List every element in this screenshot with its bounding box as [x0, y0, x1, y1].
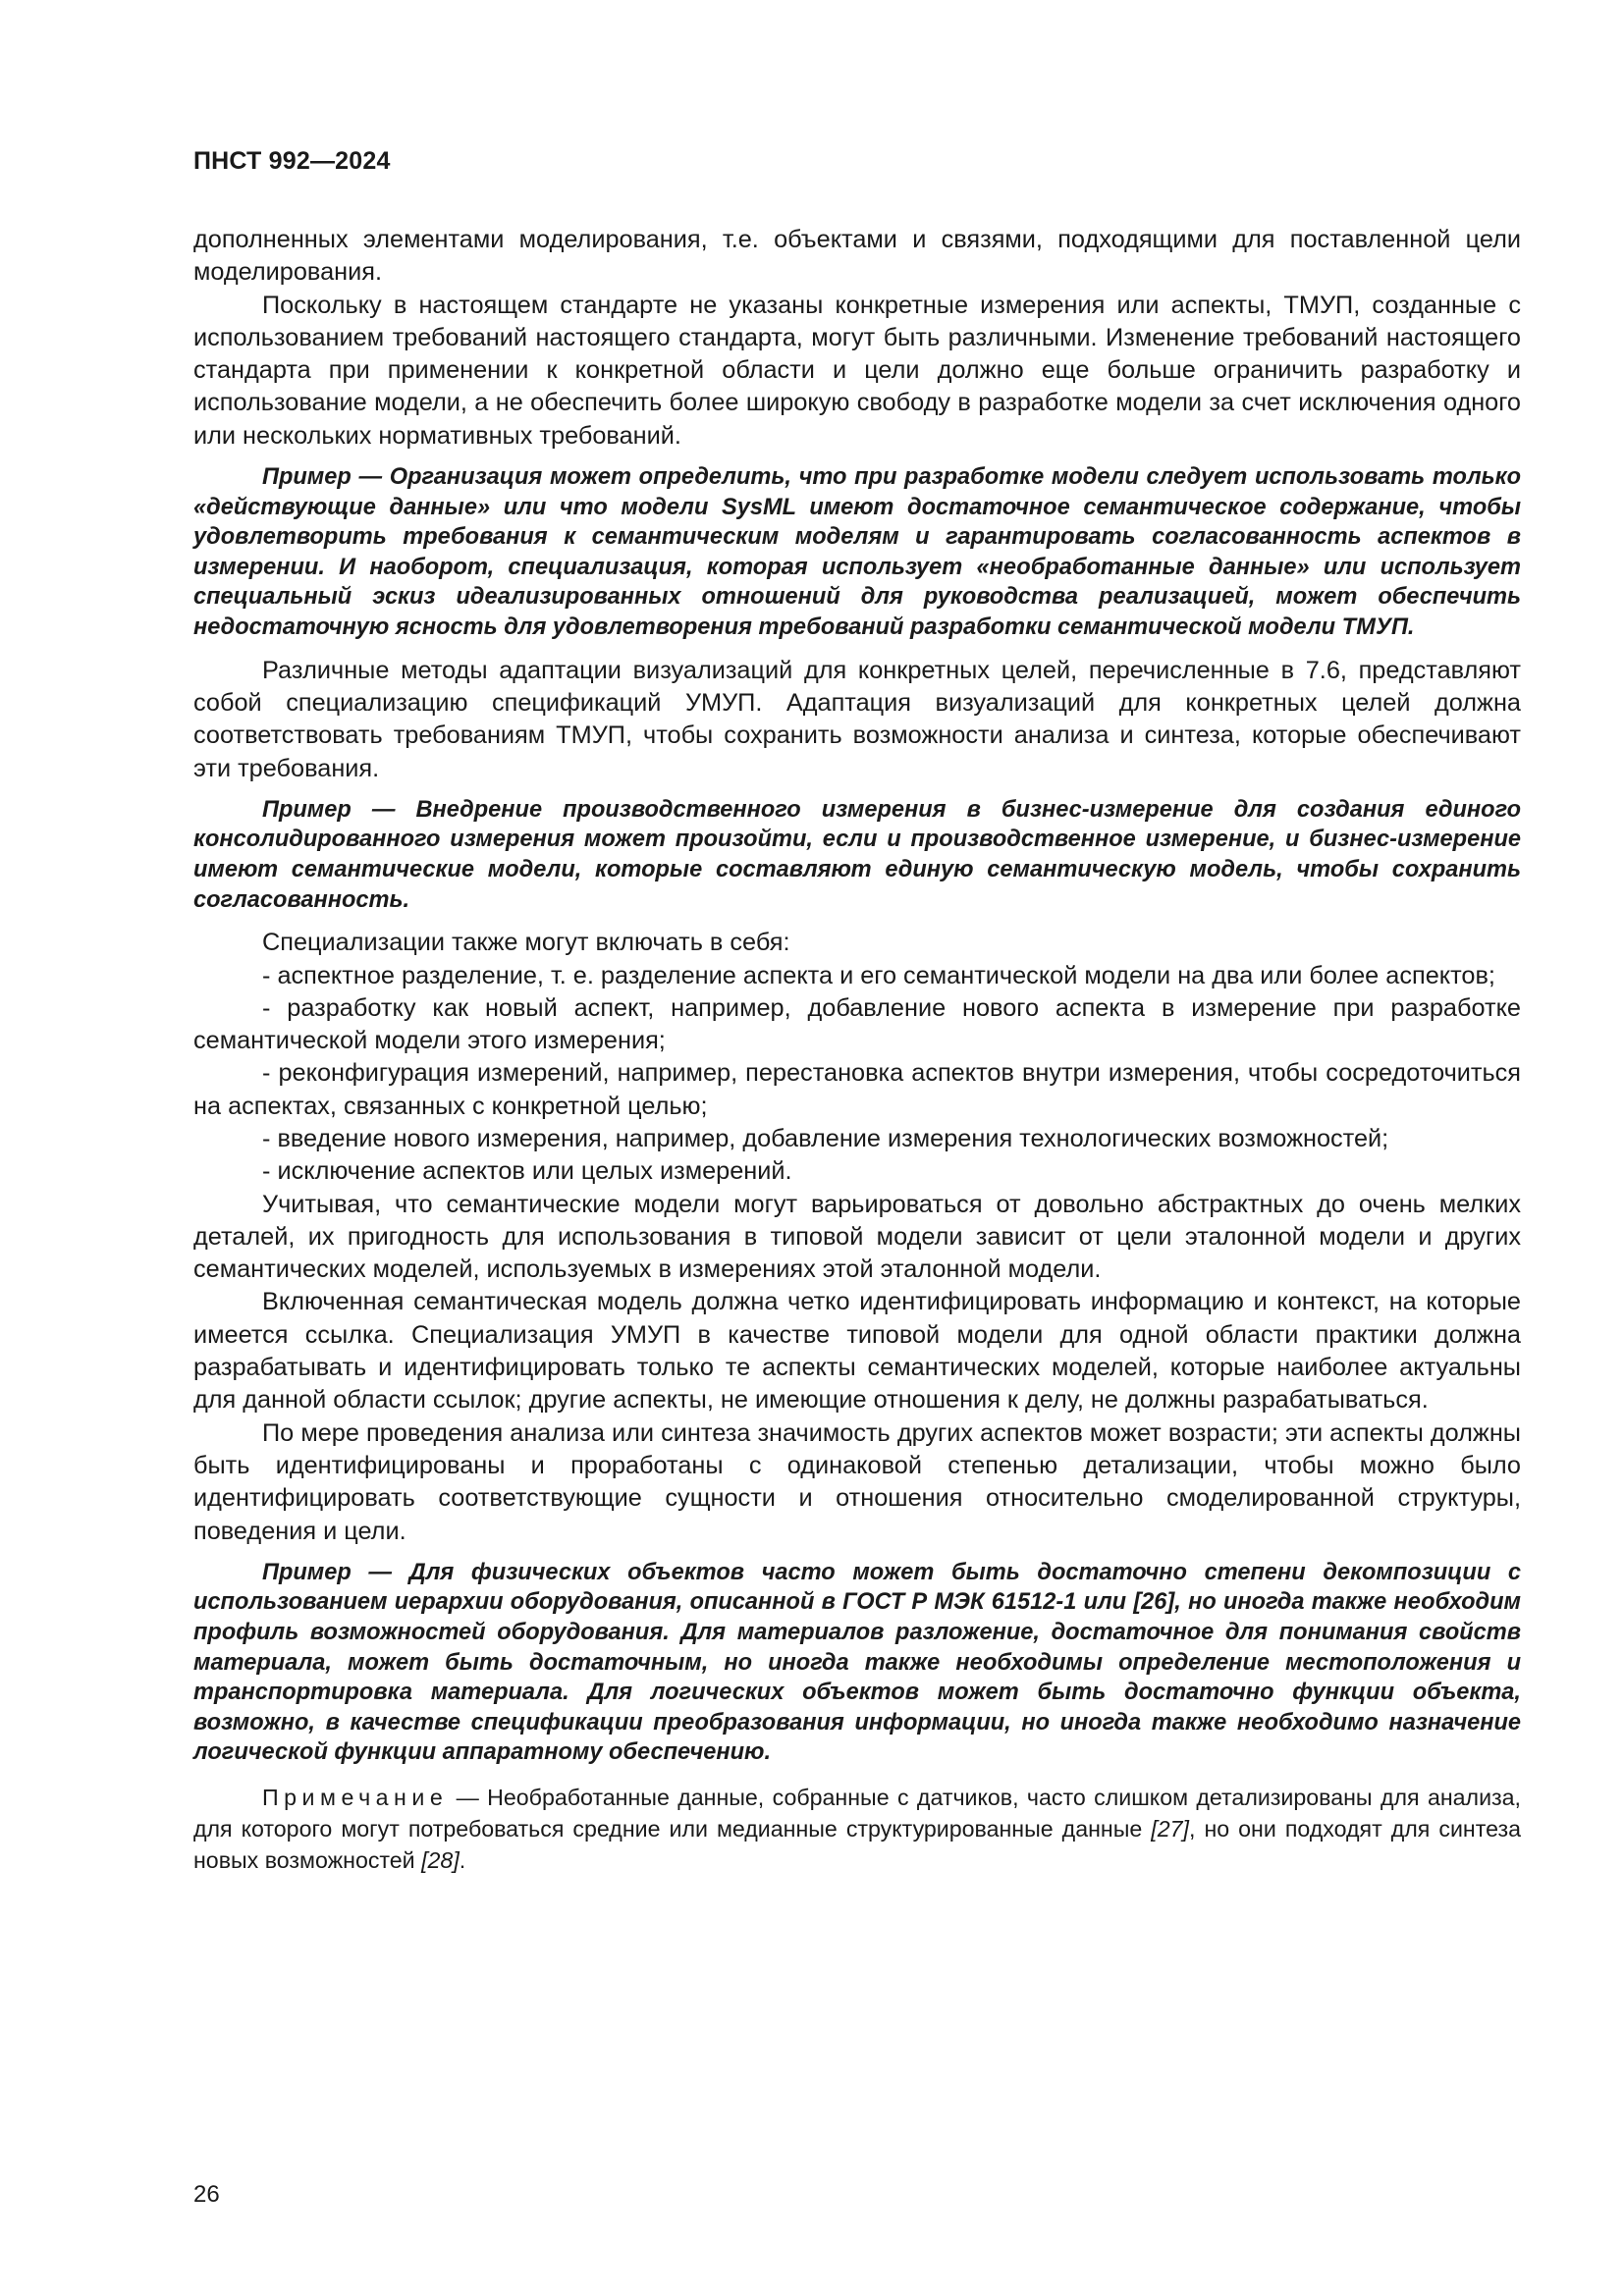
paragraph: Учитывая, что семантические модели могут варьироваться от довольно абстрактных до очень мелких деталей, их пригодность для использования в типовой модели зависит от цели эталонной модели и других семантических моделей, используемых в измерениях этой эталонной модели.: [193, 1190, 1521, 1284]
note-block: [193, 1782, 1521, 1876]
reference-28: [28]: [421, 1847, 460, 1873]
reference-27: [27]: [1151, 1816, 1189, 1842]
note-text: Необработанные данные, собранные с датчиков, часто слишком детализированы для анализа, для которого могут потребоваться средние или медианные структурированные данные: [193, 1785, 1521, 1842]
example-block: Пример — Внедрение производственного измерения в бизнес-измерение для создания единого консолидированного измерения может произойти, если и производственное измерение, и бизнес-измерение имеют семантические модели, которые составляют единую семантическую модель, чтобы сохранить согласованность.: [193, 796, 1521, 913]
paragraph: По мере проведения анализа или синтеза значимость других аспектов может возрасти; эти аспекты должны быть идентифицированы и проработаны с одинаковой степенью детализации, чтобы можно было идентифицировать соответствующие сущности и отношения относительно смоделированной структуры, поведения и цели.: [193, 1418, 1521, 1545]
list-item: - реконфигурация измерений, например, перестановка аспектов внутри измерения, чтобы сосредоточиться на аспектах, связанных с конкретной целью;: [193, 1059, 1521, 1120]
paragraph: Включенная семантическая модель должна четко идентифицировать информацию и контекст, на которые имеется ссылка. Специализация УМУП в качестве типовой модели для одной области практики должна разрабатывать и идентифицировать только те аспекты семантических моделей, которые наиболее актуальны для данной области ссылок; другие аспекты, не имеющие отношения к делу, не должны разрабатываться.: [193, 1288, 1521, 1415]
paragraph: Специализации также могут включать в себя:: [262, 929, 790, 957]
note-dash: —: [448, 1785, 488, 1810]
list-item: - разработку как новый аспект, например, добавление нового аспекта в измерение при разработке семантической модели этого измерения;: [193, 993, 1521, 1055]
document-id-header: ПНСТ 992—2024: [193, 147, 391, 175]
list-item: - введение нового измерения, например, добавление измерения технологических возможностей;: [262, 1124, 1389, 1152]
example-block: Пример — Для физических объектов часто может быть достаточно степени декомпозиции с использованием иерархии оборудования, описанной в ГОСТ Р МЭК 61512-1 или [26], но иногда также необходим профиль возможностей оборудования. Для материалов разложение, достаточное для понимания свойств материала, может быть достаточным, но иногда также необходимы определение местоположения и транспортировка материала. Для логических объектов может быть достаточно функции объекта, возможно, в качестве спецификации преобразования информации, но иногда также необходимо назначение логической функции аппаратному обеспечению.: [193, 1559, 1521, 1766]
paragraph-continuation: дополненных элементами моделирования, т.е. объектами и связями, подходящими для поставленной цели моделирования.: [193, 226, 1521, 287]
body-text: [193, 224, 1521, 1876]
list-item: - аспектное разделение, т. е. разделение аспекта и его семантической модели на два или более аспектов;: [262, 961, 1495, 989]
list-item: - исключение аспектов или целых измерений.: [262, 1157, 792, 1186]
note-text: .: [459, 1847, 466, 1873]
note-label: Примечание: [262, 1785, 449, 1810]
note-text: , но они подходят для синтеза новых возможностей: [193, 1816, 1521, 1873]
paragraph: Поскольку в настоящем стандарте не указаны конкретные измерения или аспекты, ТМУП, созданные с использованием требований настоящего стандарта, могут быть различными. Изменение требований настоящего стандарта при применении к конкретной области и цели должно еще больше ограничить разработку и использование модели, а не обеспечить более широкую свободу в разработке модели за счет исключения одного или нескольких нормативных требований.: [193, 291, 1521, 450]
example-block: Пример — Организация может определить, что при разработке модели следует использовать только «действующие данные» или что модели SysML имеют достаточное семантическое содержание, чтобы удовлетворить требования к семантическим моделям и гарантировать согласованность аспектов в измерении. И наоборот, специализация, которая использует «необработанные данные» или использует специальный эскиз идеализированных отношений для руководства реализацией, может обеспечить недостаточную ясность для удовлетворения требований разработки семантической модели ТМУП.: [193, 464, 1521, 641]
paragraph: Различные методы адаптации визуализаций для конкретных целей, перечисленные в 7.6, представляют собой специализацию спецификаций УМУП. Адаптация визуализаций для конкретных целей должна соответствовать требованиям ТМУП, чтобы сохранить возможности анализа и синтеза, которые обеспечивают эти требования.: [193, 656, 1521, 782]
page-number: 26: [193, 2181, 220, 2208]
